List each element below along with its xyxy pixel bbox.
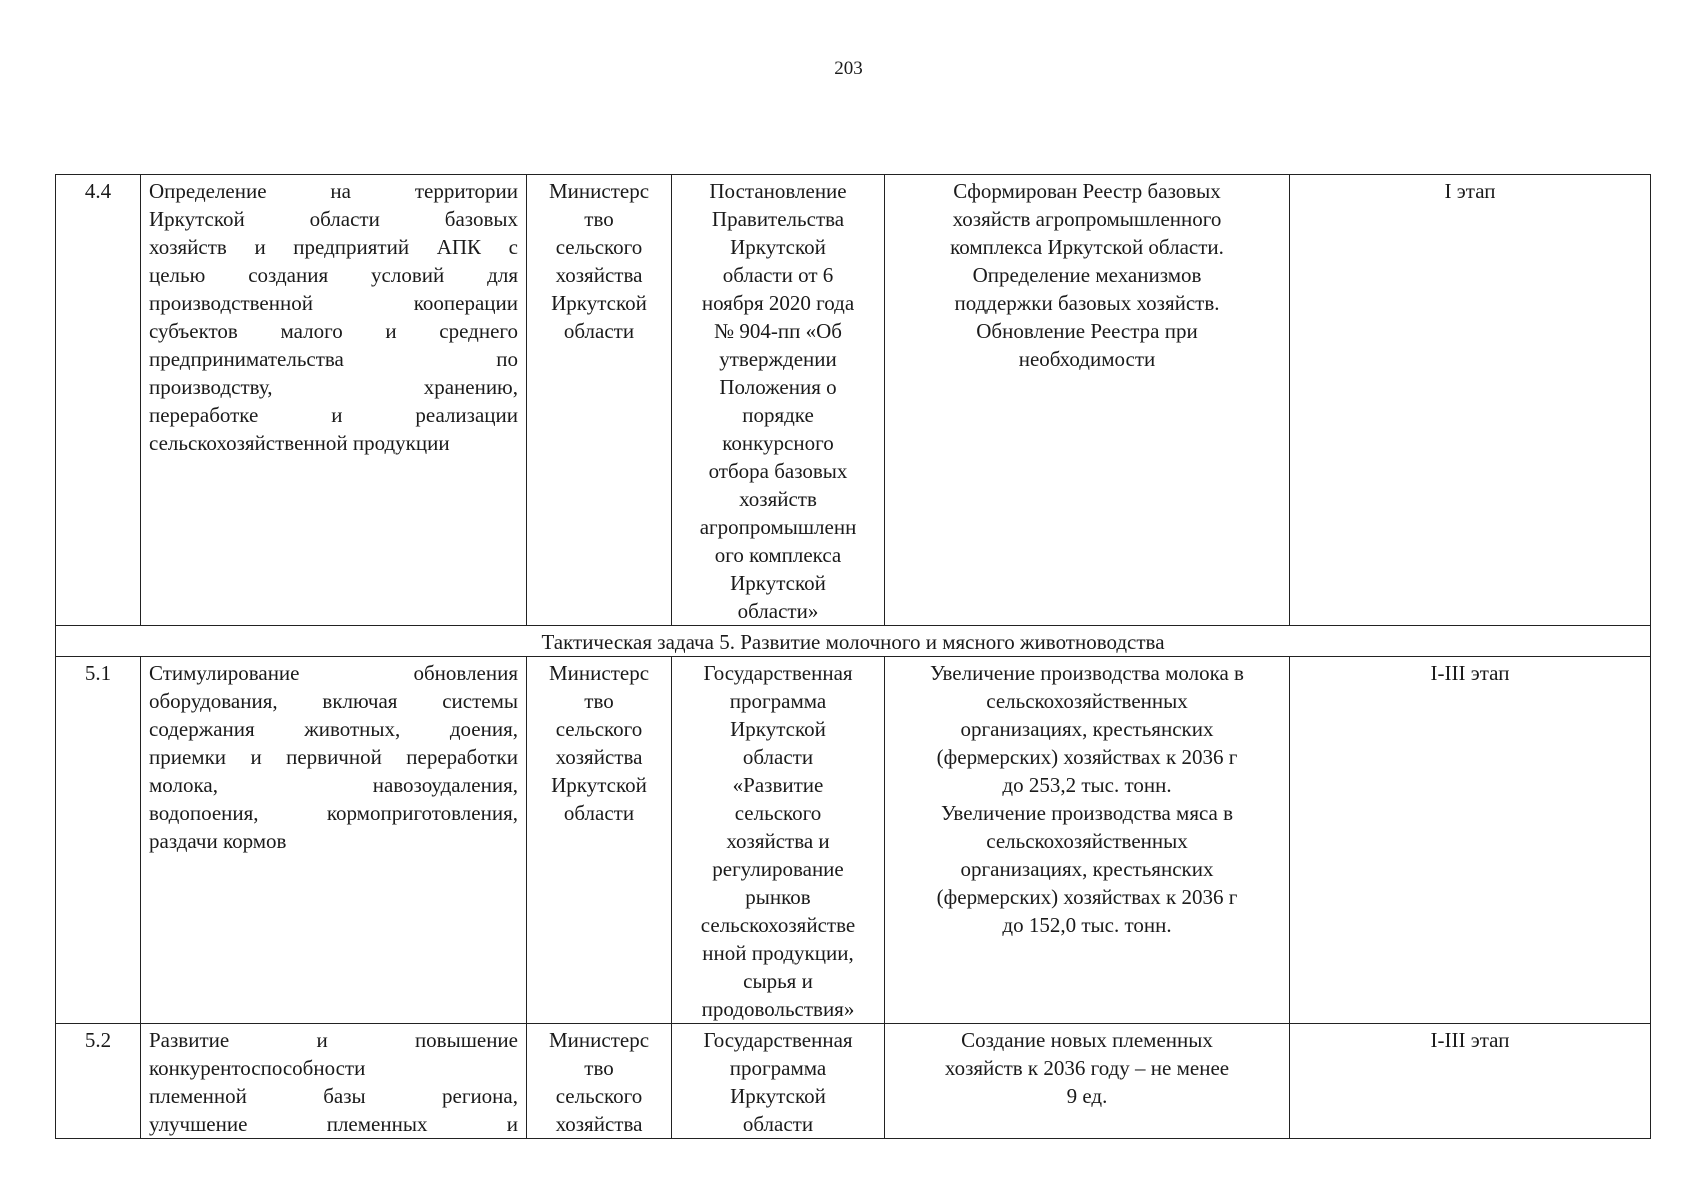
- document-line: порядке: [742, 403, 814, 427]
- activity-line: Стимулирование обновления: [149, 661, 518, 685]
- executor-line: хозяйства: [555, 745, 643, 769]
- activity-line: производственной кооперации: [149, 291, 518, 315]
- document-line: продовольствия»: [701, 997, 855, 1021]
- activity-line: целью создания условий для: [149, 263, 518, 287]
- result-cell: [885, 175, 1290, 626]
- executor-line: тво: [584, 207, 614, 231]
- document-line: «Развитие: [732, 773, 824, 797]
- result-line: Сформирован Реестр базовых: [953, 179, 1221, 203]
- activity-line: Развитие и повышение: [149, 1028, 518, 1052]
- document-cell: [672, 175, 885, 626]
- document-line: Иркутской: [730, 571, 826, 595]
- result-cell: [885, 1024, 1290, 1139]
- document-cell: [672, 1024, 885, 1139]
- document-line: ноября 2020 года: [701, 291, 855, 315]
- document-line: области: [742, 745, 814, 769]
- activity-line: сельскохозяйственной продукции: [149, 431, 450, 455]
- result-line: Увеличение производства мяса в: [940, 801, 1234, 825]
- result-line: комплекса Иркутской области.: [950, 235, 1224, 259]
- result-line: до 253,2 тыс. тонн.: [1002, 773, 1172, 797]
- executor-line: Иркутской: [551, 773, 647, 797]
- result-line: сельскохозяйственных: [986, 689, 1188, 713]
- activity-line: молока, навозоудаления,: [149, 773, 518, 797]
- document-line: сельскохозяйстве: [700, 913, 856, 937]
- activity-line: раздачи кормов: [149, 829, 287, 853]
- activity-line: оборудования, включая системы: [149, 689, 518, 713]
- document-line: хозяйства и: [726, 829, 830, 853]
- executor-line: сельского: [555, 717, 643, 741]
- plan-table: [55, 174, 1651, 1139]
- activity-line: содержания животных, доения,: [149, 717, 518, 741]
- activity-line: конкурентоспособности: [149, 1056, 366, 1080]
- table-row: [56, 175, 1651, 626]
- document-line: регулирование: [712, 857, 844, 881]
- executor-line: сельского: [555, 1084, 643, 1108]
- activity-line: переработке и реализации: [149, 403, 518, 427]
- result-line: организациях, крестьянских: [960, 717, 1214, 741]
- document-cell: [672, 657, 885, 1024]
- executor-line: Министерс: [548, 661, 650, 685]
- executor-line: хозяйства: [555, 1112, 643, 1136]
- document-line: области от 6: [722, 263, 834, 287]
- result-line: необходимости: [1018, 347, 1156, 371]
- table-row: [56, 657, 1651, 1024]
- document-line: рынков: [745, 885, 811, 909]
- document-line: Государственная: [703, 661, 853, 685]
- executor-line: Министерс: [548, 179, 650, 203]
- document-line: сырья и: [743, 969, 813, 993]
- activity-line: водопоения, кормоприготовления,: [149, 801, 518, 825]
- executor-line: области: [563, 801, 635, 825]
- document-line: Иркутской: [730, 1084, 826, 1108]
- result-line: хозяйств к 2036 году – не менее: [944, 1056, 1230, 1080]
- activity-line: племенной базы региона,: [149, 1084, 518, 1108]
- result-line: 9 ед.: [1066, 1084, 1108, 1108]
- document-line: сельского: [734, 801, 822, 825]
- result-line: хозяйств агропромышленного: [952, 207, 1222, 231]
- result-line: (фермерских) хозяйствах к 2036 г: [936, 745, 1238, 769]
- result-line: поддержки базовых хозяйств.: [954, 291, 1220, 315]
- executor-cell: [527, 175, 672, 626]
- document-line: отбора базовых: [708, 459, 848, 483]
- executor-line: тво: [584, 689, 614, 713]
- row-number: 5.2: [56, 1024, 141, 1139]
- result-line: Обновление Реестра при: [976, 319, 1198, 343]
- executor-line: области: [563, 319, 635, 343]
- executor-line: сельского: [555, 235, 643, 259]
- activity-line: Определение на территории: [149, 179, 518, 203]
- section-row: [56, 626, 1651, 657]
- document-line: ого комплекса: [714, 543, 842, 567]
- document-line: области: [742, 1112, 814, 1136]
- activity-line: субъектов малого и среднего: [149, 319, 518, 343]
- document-line: программа: [729, 689, 827, 713]
- document-line: № 904-пп «Об: [714, 319, 842, 343]
- result-cell: [885, 657, 1290, 1024]
- executor-cell: [527, 657, 672, 1024]
- document-line: утверждении: [719, 347, 837, 371]
- stage-cell: I-III этап: [1290, 1024, 1651, 1139]
- stage-cell: I-III этап: [1290, 657, 1651, 1024]
- executor-cell: [527, 1024, 672, 1139]
- executor-line: Иркутской: [551, 291, 647, 315]
- activity-line: Иркутской области базовых: [149, 207, 518, 231]
- document-line: Постановление: [709, 179, 847, 203]
- activity-cell: [141, 1024, 527, 1139]
- table-row: [56, 1024, 1651, 1139]
- document-line: Иркутской: [730, 235, 826, 259]
- result-line: Создание новых племенных: [961, 1028, 1213, 1052]
- document-line: конкурсного: [722, 431, 834, 455]
- executor-line: Министерс: [548, 1028, 650, 1052]
- activity-line: приемки и первичной переработки: [149, 745, 518, 769]
- result-line: Увеличение производства молока в: [930, 661, 1244, 685]
- activity-line: улучшение племенных и: [149, 1112, 518, 1136]
- document-line: агропромышленн: [699, 515, 857, 539]
- result-line: до 152,0 тыс. тонн.: [1002, 913, 1172, 937]
- stage-cell: I этап: [1290, 175, 1651, 626]
- document-line: хозяйств: [739, 487, 817, 511]
- document-line: области»: [737, 599, 819, 623]
- document-line: Правительства: [711, 207, 845, 231]
- result-line: (фермерских) хозяйствах к 2036 г: [936, 885, 1238, 909]
- result-line: организациях, крестьянских: [960, 857, 1214, 881]
- executor-line: тво: [584, 1056, 614, 1080]
- executor-line: хозяйства: [555, 263, 643, 287]
- result-line: сельскохозяйственных: [986, 829, 1188, 853]
- section-title: Тактическая задача 5. Развитие молочного и мясного животноводства: [56, 626, 1651, 657]
- activity-line: хозяйств и предприятий АПК с: [149, 235, 518, 259]
- document-line: нной продукции,: [702, 941, 854, 965]
- result-line: Определение механизмов: [972, 263, 1202, 287]
- activity-line: предпринимательства по: [149, 347, 518, 371]
- row-number: 4.4: [56, 175, 141, 626]
- activity-cell: [141, 175, 527, 626]
- document-line: Иркутской: [730, 717, 826, 741]
- page-number: 203: [834, 58, 863, 79]
- document-line: Положения о: [719, 375, 837, 399]
- row-number: 5.1: [56, 657, 141, 1024]
- activity-cell: [141, 657, 527, 1024]
- document-line: Государственная: [703, 1028, 853, 1052]
- document-line: программа: [729, 1056, 827, 1080]
- activity-line: производству, хранению,: [149, 375, 518, 399]
